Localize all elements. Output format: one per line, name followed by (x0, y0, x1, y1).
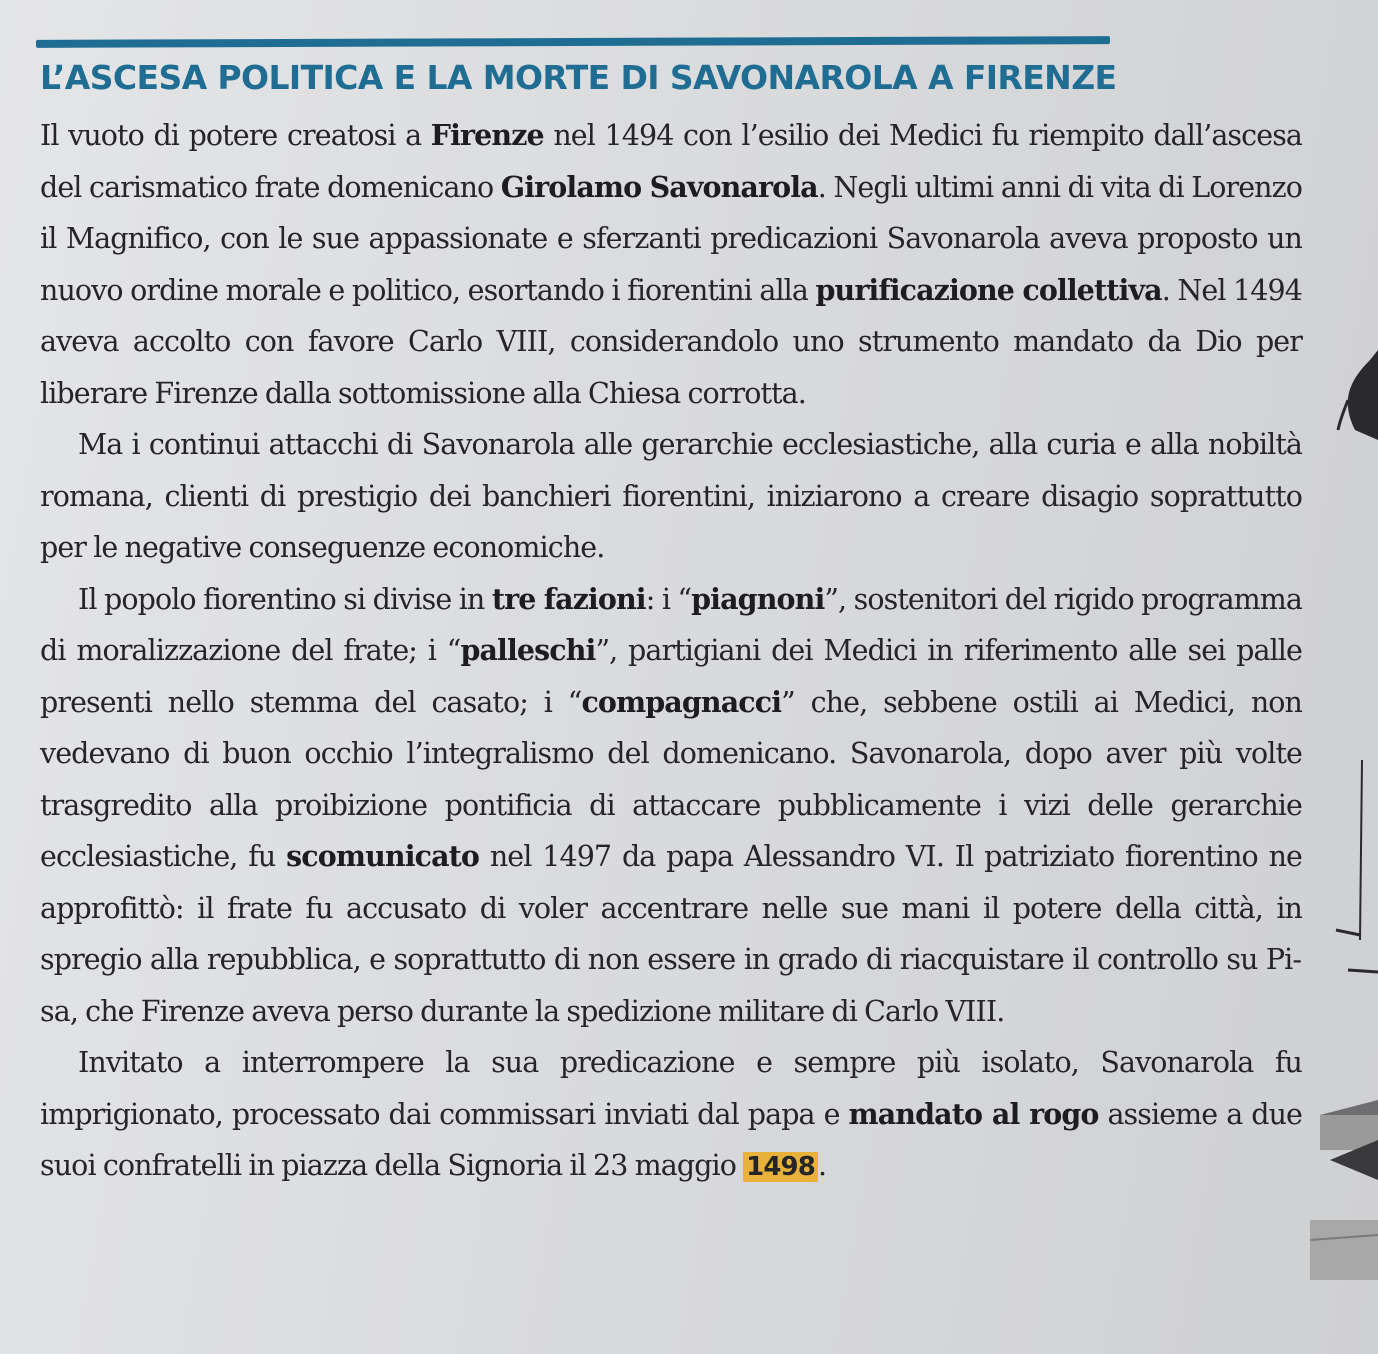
text-run: ”, sostenitori del rigido programma di moralizzazione del frate; i “ (40, 582, 1303, 667)
text-run: ”, partigiani dei Medici in riferimento alle sei palle presenti nello stemma del casato; i “ (40, 634, 1302, 719)
bold-term: palleschi (460, 633, 596, 667)
text-run: ” che, sebbene ostili ai Medici, non vedevano di buon occhio l’integralismo del domenicano. Savonarola, dopo aver più volte trasgredito alla proibizione pontificia di attaccare pubblicamente i vizi delle gerarchie ecclesiastiche, fu (40, 685, 1303, 873)
bold-term: mandato al rogo (848, 1096, 1099, 1131)
text-run: . Nel 1494 aveva accolto con favore Carlo VIII, considerandolo uno strumento mandato da Dio per liberare Firenze dalla sottomissione alla Chiesa corrotta. (40, 273, 1302, 410)
paragraph-2 (40, 419, 1302, 574)
bold-term: scomunicato (286, 839, 480, 873)
text-run: . Negli ultimi anni di vita di Lorenzo il Magnifico, con le sue appassionate e sferzanti predicazioni Savonarola aveva proposto un nuovo ordine morale e politico, esortando i fiorentini alla (40, 170, 1302, 307)
bold-term: piagnoni (691, 581, 825, 616)
text-run: . (817, 1149, 827, 1182)
section-title: L’ASCESA POLITICA E LA MORTE DI SAVONAROLA A FIRENZE (40, 58, 1117, 97)
paragraph-4 (40, 1037, 1302, 1194)
paragraph-1 (40, 110, 1302, 419)
bold-term: Firenze (430, 118, 544, 152)
bold-term: compagnacci (581, 684, 782, 719)
text-run: : i “ (645, 582, 692, 616)
text-run: Invitato a interrompere la sua predicazione e sempre più isolato, Savonarola fu imprigionato, processato dai commissari inviati dal papa e (40, 1046, 1302, 1131)
text-run: nel 1494 con l’esilio dei Medici fu riempito dall’ascesa del carismatico frate domenicano (40, 119, 1303, 204)
bold-term: Girolamo Savonarola (500, 169, 818, 204)
text-run: nel 1497 da papa Alessandro VI. Il patriziato fiorentino ne approfittò: il frate fu accusato di voler accentrare nelle sue mani il potere della città, in spregio alla repubblica, e soprattutto di non essere in grado di riacquistare il controllo su Pisa, che Firenze aveva perso durante la spedizione militare di Carlo VIII. (40, 840, 1302, 1028)
bold-term: tre fazioni (491, 581, 646, 616)
bold-term: purificazione collettiva (815, 272, 1162, 307)
paragraph-3 (40, 574, 1302, 1038)
highlighted-year: 1498 (743, 1152, 818, 1182)
section-rule (36, 36, 1110, 48)
edge-illustration (1300, 340, 1378, 1300)
text-body (40, 110, 1302, 1194)
text-run: Il popolo fiorentino si divise in (78, 582, 492, 616)
text-run: assieme a due suoi confratelli in piazza della Signoria il 23 maggio (40, 1097, 1302, 1182)
text-run: Ma i continui attacchi di Savonarola alle gerarchie ecclesiastiche, alla curia e alla nobiltà romana, clienti di prestigio dei banchieri fiorentini, iniziarono a creare disagio soprattutto per le negative conseguenze economiche. (40, 428, 1302, 564)
text-run: Il vuoto di potere creatosi a (40, 119, 431, 152)
